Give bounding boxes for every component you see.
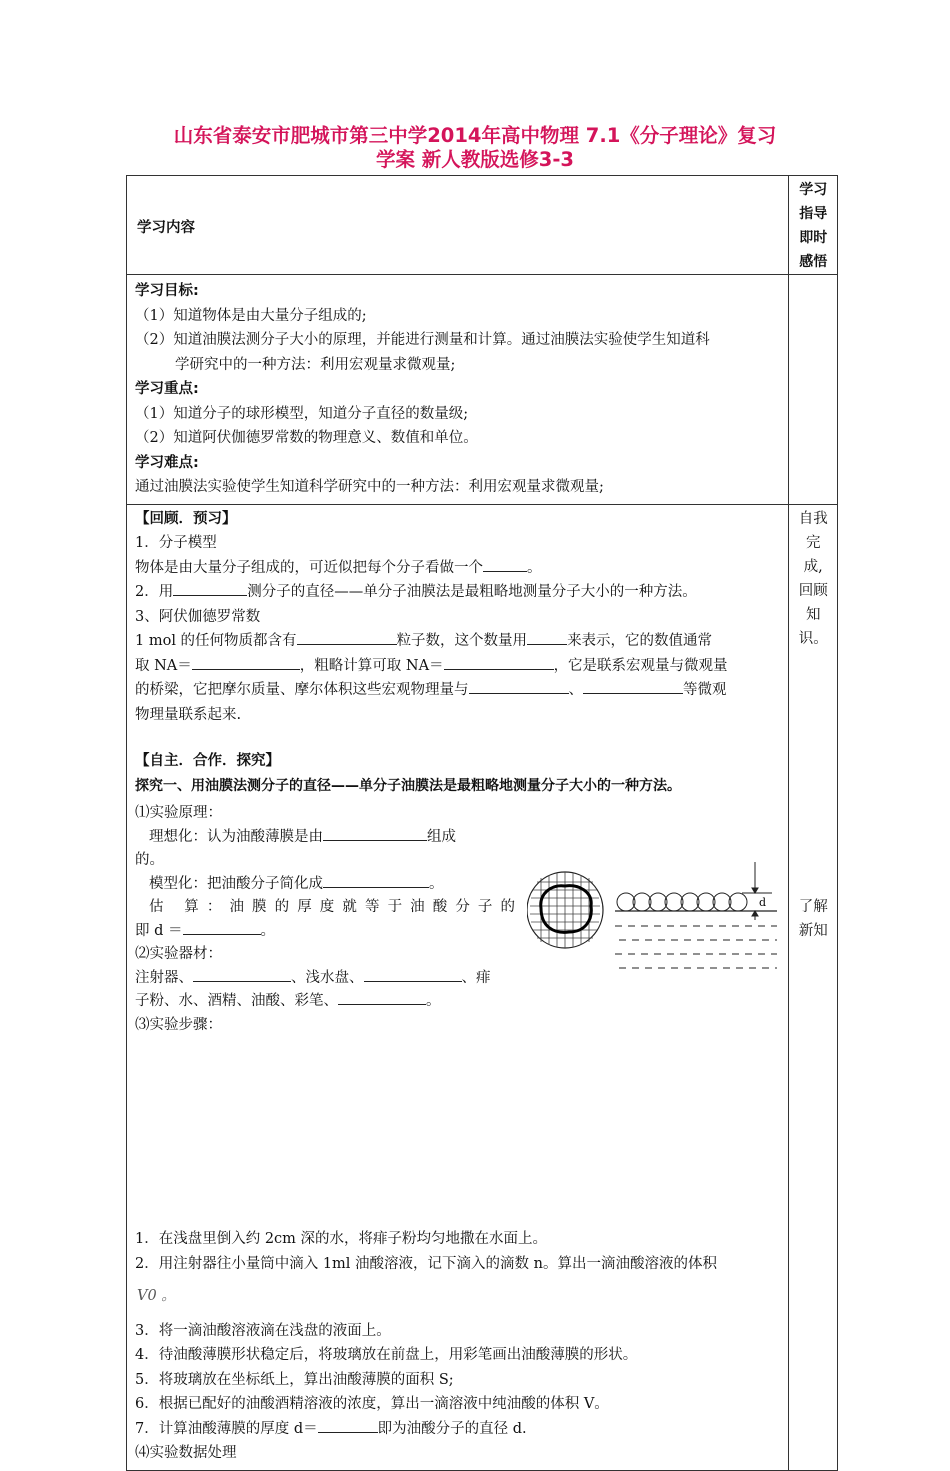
equipment-heading: ⑵实验器材： [135, 946, 222, 962]
difficulty-text: 通过油膜法实验使学生知道科学研究中的一种方法：利用宏观量求微观量; [135, 479, 604, 495]
content-label: 学习内容 [137, 220, 195, 236]
side-note-2: 完 [805, 534, 821, 551]
side-note-5: 知 [805, 606, 821, 623]
diameter-label: d [759, 896, 767, 909]
step-4: 4．待油酸薄膜形状稳定后，将玻璃放在前盘上，用彩笔画出油酸薄膜的形状。 [135, 1347, 638, 1363]
guide-label-1: 学习 [799, 182, 828, 198]
step-7: 7．计算油酸薄膜的厚度 d＝ 即为油酸分子的直径 d. [135, 1417, 780, 1442]
goal-item-1: （1）知道物体是由大量分子组成的; [135, 307, 367, 324]
step-3: 3．将一滴油酸溶液滴在浅盘的液面上。 [135, 1322, 391, 1339]
objectives-cell [127, 275, 789, 505]
idealization-end: 的。 [135, 852, 164, 868]
step-2: 2．用注射器往小量筒中滴入 1ml 油酸溶液，记下滴入的滴数 n。算出一滴油酸溶液的体积 [135, 1255, 718, 1272]
title-line-1: 山东省泰安市肥城市第三中学2014年高中物理 7.1《分子理论》复习 [173, 124, 777, 147]
side-note-3: 成, [803, 558, 823, 575]
main-content-cell [127, 504, 789, 1470]
step-5: 5．将玻璃放在坐标纸上，算出油酸薄膜的面积 S; [135, 1371, 454, 1388]
explore-heading: 【自主．合作．探究】 [135, 753, 280, 769]
key-points-heading: 学习重点: [135, 381, 199, 397]
step-1: 1．在浅盘里倒入约 2cm 深的水，将痱子粉均匀地撒在水面上。 [135, 1231, 548, 1247]
main-side-cell [789, 504, 838, 1470]
key-point-1: （1）知道分子的球形模型，知道分子直径的数量级; [135, 405, 469, 422]
guide-label-3: 即时 [799, 230, 828, 246]
estimate-line: 估 算：油膜的厚度就等于油酸分子的 [149, 899, 515, 915]
guide-label-2: 指导 [799, 206, 828, 222]
document-title [120, 124, 830, 172]
header-guide-cell [789, 176, 838, 275]
side-note-1: 自我 [798, 510, 828, 527]
goals-heading: 学习目标: [135, 283, 199, 299]
experiment-block [127, 802, 788, 1227]
review-line-6: 取 NA＝ ，粗略计算可取 NA＝ ，它是联系宏观量与微观量 [135, 654, 780, 679]
review-line-3: 2．用 测分子的直径——单分子油膜法是最粗略地测量分子大小的一种方法。 [135, 580, 780, 605]
oil-film-diagram [527, 860, 779, 980]
water-surface [615, 926, 777, 968]
guide-label-4: 感悟 [799, 254, 828, 270]
study-table [126, 175, 838, 1471]
review-line-4: 3、阿伏伽德罗常数 [135, 608, 261, 625]
review-heading: 【回顾．预习】 [135, 510, 237, 527]
side-note-4: 回顾 [798, 582, 828, 599]
equipment-line-1: 注射器、 、浅水盘、 、痱 [135, 967, 515, 991]
data-processing-heading: ⑷实验数据处理 [135, 1445, 237, 1461]
side-learn-1: 了解 [798, 898, 828, 915]
equipment-line-2: 子粉、水、酒精、油酸、彩笔、 。 [135, 990, 515, 1014]
explore-subheading: 探究一、用油膜法测分子的直径——单分子油膜法是最粗略地测量分子大小的一种方法。 [135, 777, 681, 794]
side-learn-2: 新知 [798, 922, 828, 939]
difficulty-heading: 学习难点: [135, 454, 199, 471]
review-line-7: 的桥梁，它把摩尔质量、摩尔体积这些宏观物理量与 、 等微观 [135, 678, 780, 703]
model-line: 模型化：把油酸分子简化成 。 [135, 873, 515, 897]
review-line-1: 1．分子模型 [135, 535, 217, 551]
review-line-8: 物理量联系起来. [135, 706, 242, 723]
goal-item-2: （2）知道油膜法测分子大小的原理，并能进行测量和计算。通过油膜法实验使学生知道科 [135, 332, 710, 348]
grid-dish [527, 872, 603, 948]
principle-heading: ⑴实验原理： [135, 805, 222, 821]
side-note-6: 识。 [798, 630, 828, 647]
review-line-5: 1 mol 的任何物质都含有 粒子数，这个数量用 来表示，它的数值通常 [135, 629, 780, 654]
steps-heading: ⑶实验步骤： [135, 1016, 222, 1033]
step-2-volume: V0 。 [137, 1288, 176, 1304]
review-line-2: 物体是由大量分子组成的，可近似把每个分子看做一个 。 [135, 556, 780, 581]
idealization-line: 理想化：认为油酸薄膜是由 组成 [135, 826, 515, 850]
objectives-side-cell [789, 275, 838, 505]
step-6: 6．根据已配好的油酸酒精溶液的浓度，算出一滴溶液中纯油酸的体积 V。 [135, 1396, 609, 1412]
estimate-formula: 即 d ＝ 。 [135, 920, 515, 944]
header-content-cell [127, 176, 789, 275]
goal-item-3: 学研究中的一种方法：利用宏观量求微观量; [175, 356, 456, 373]
title-line-2: 学案 新人教版选修3-3 [375, 148, 575, 171]
molecule-layer [615, 862, 777, 920]
key-point-2: （2）知道阿伏伽德罗常数的物理意义、数值和单位。 [135, 430, 478, 446]
